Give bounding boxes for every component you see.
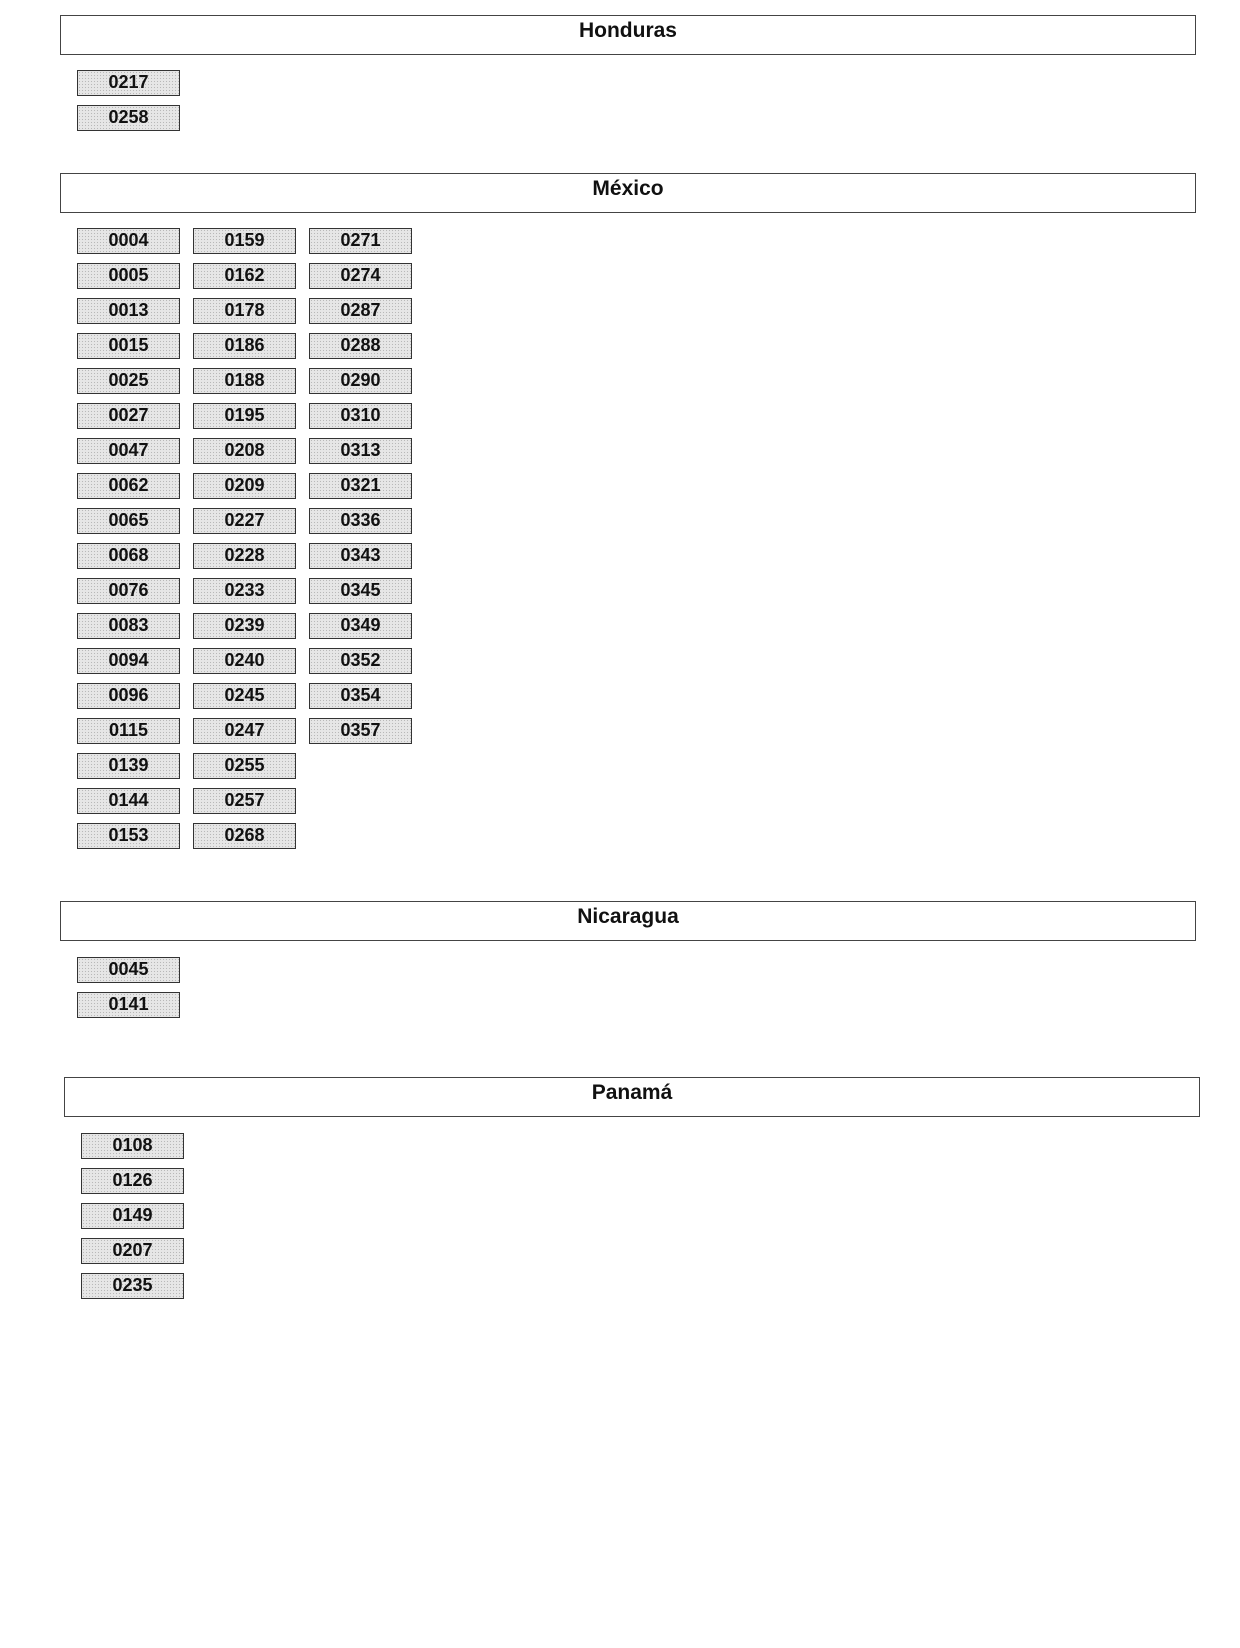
code-box[interactable]: 0209: [193, 473, 296, 499]
code-box[interactable]: 0094: [77, 648, 180, 674]
code-box[interactable]: 0354: [309, 683, 412, 709]
section-header-panama: Panamá: [64, 1077, 1200, 1117]
code-box[interactable]: 0139: [77, 753, 180, 779]
code-box[interactable]: 0141: [77, 992, 180, 1018]
code-box[interactable]: 0290: [309, 368, 412, 394]
code-box[interactable]: 0227: [193, 508, 296, 534]
code-box[interactable]: 0065: [77, 508, 180, 534]
code-box[interactable]: 0345: [309, 578, 412, 604]
code-box[interactable]: 0208: [193, 438, 296, 464]
code-box[interactable]: 0287: [309, 298, 412, 324]
code-box[interactable]: 0162: [193, 263, 296, 289]
code-box[interactable]: 0027: [77, 403, 180, 429]
code-box[interactable]: 0096: [77, 683, 180, 709]
code-box[interactable]: 0126: [81, 1168, 184, 1194]
code-grid-mexico: [77, 228, 412, 849]
code-box[interactable]: 0062: [77, 473, 180, 499]
code-box[interactable]: 0247: [193, 718, 296, 744]
code-box[interactable]: 0235: [81, 1273, 184, 1299]
code-box[interactable]: 0349: [309, 613, 412, 639]
code-box[interactable]: 0336: [309, 508, 412, 534]
code-box[interactable]: 0108: [81, 1133, 184, 1159]
code-box[interactable]: 0068: [77, 543, 180, 569]
code-grid-nicaragua: [77, 957, 412, 1018]
code-box[interactable]: 0288: [309, 333, 412, 359]
code-box[interactable]: 0015: [77, 333, 180, 359]
code-box[interactable]: 0004: [77, 228, 180, 254]
code-grid-panama: [81, 1133, 416, 1299]
code-box[interactable]: 0186: [193, 333, 296, 359]
code-box[interactable]: 0195: [193, 403, 296, 429]
code-box[interactable]: 0310: [309, 403, 412, 429]
code-box[interactable]: 0239: [193, 613, 296, 639]
code-box[interactable]: 0240: [193, 648, 296, 674]
section-header-nicaragua: Nicaragua: [60, 901, 1196, 941]
code-box[interactable]: 0313: [309, 438, 412, 464]
code-box[interactable]: 0357: [309, 718, 412, 744]
code-box[interactable]: 0188: [193, 368, 296, 394]
code-box[interactable]: 0013: [77, 298, 180, 324]
code-box[interactable]: 0268: [193, 823, 296, 849]
code-box[interactable]: 0274: [309, 263, 412, 289]
code-box[interactable]: 0258: [77, 105, 180, 131]
code-box[interactable]: 0045: [77, 957, 180, 983]
code-box[interactable]: 0115: [77, 718, 180, 744]
code-box[interactable]: 0178: [193, 298, 296, 324]
code-box[interactable]: 0144: [77, 788, 180, 814]
code-grid-honduras: [77, 70, 412, 131]
section-header-mexico: México: [60, 173, 1196, 213]
code-box[interactable]: 0257: [193, 788, 296, 814]
code-box[interactable]: 0153: [77, 823, 180, 849]
code-box[interactable]: 0207: [81, 1238, 184, 1264]
code-box[interactable]: 0047: [77, 438, 180, 464]
code-box[interactable]: 0025: [77, 368, 180, 394]
code-box[interactable]: 0149: [81, 1203, 184, 1229]
code-box[interactable]: 0076: [77, 578, 180, 604]
section-header-honduras: Honduras: [60, 15, 1196, 55]
code-box[interactable]: 0343: [309, 543, 412, 569]
code-box[interactable]: 0228: [193, 543, 296, 569]
code-box[interactable]: 0271: [309, 228, 412, 254]
code-box[interactable]: 0255: [193, 753, 296, 779]
code-box[interactable]: 0159: [193, 228, 296, 254]
code-box[interactable]: 0352: [309, 648, 412, 674]
code-box[interactable]: 0321: [309, 473, 412, 499]
code-box[interactable]: 0233: [193, 578, 296, 604]
code-box[interactable]: 0083: [77, 613, 180, 639]
code-box[interactable]: 0245: [193, 683, 296, 709]
code-box[interactable]: 0217: [77, 70, 180, 96]
code-box[interactable]: 0005: [77, 263, 180, 289]
